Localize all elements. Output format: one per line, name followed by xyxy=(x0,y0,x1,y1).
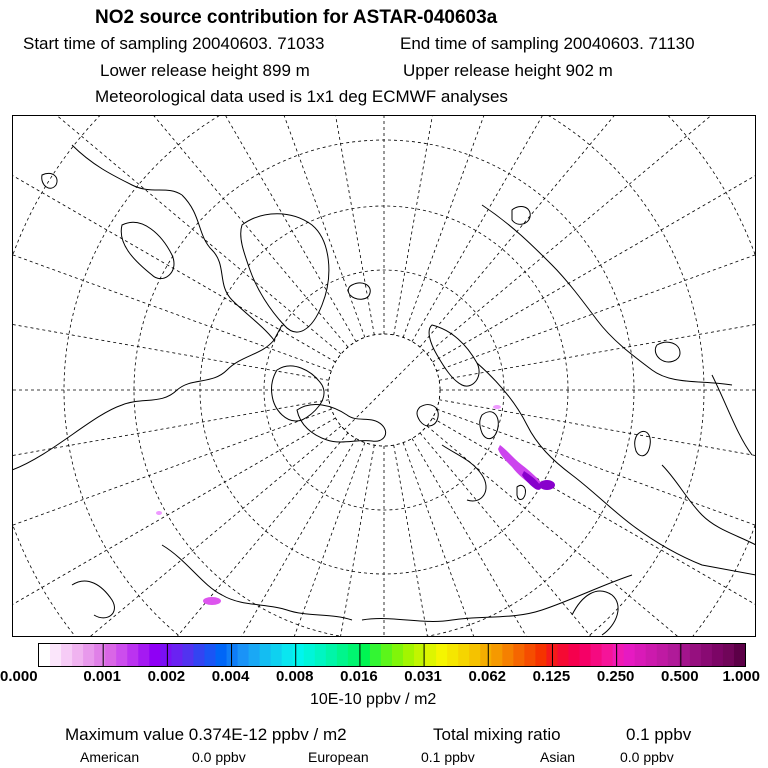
colorbar-tick-label: 0.062 xyxy=(468,668,507,685)
colorbar-swatch xyxy=(635,644,647,666)
colorbar-swatch xyxy=(260,644,272,666)
colorbar-swatch xyxy=(392,644,404,666)
max-value-label: Maximum value 0.374E-12 ppbv / m2 xyxy=(65,725,347,744)
colorbar-swatch xyxy=(690,644,702,666)
colorbar-tick-label: 0.500 xyxy=(661,668,699,685)
total-mixing-value: 0.1 ppbv xyxy=(626,725,692,744)
colorbar-swatch xyxy=(105,644,117,666)
atlantic-plume xyxy=(156,511,162,515)
colorbar-swatch xyxy=(447,644,459,666)
colorbar-swatch xyxy=(370,644,382,666)
colorbar-swatch xyxy=(458,644,470,666)
colorbar-swatch xyxy=(602,644,614,666)
colorbar-swatch xyxy=(182,644,194,666)
colorbar-swatch xyxy=(624,644,636,666)
colorbar-swatch xyxy=(326,644,338,666)
colorbar-swatch xyxy=(61,644,73,666)
colorbar-tick-label: 0.125 xyxy=(532,668,571,685)
colorbar-swatch xyxy=(591,644,603,666)
colorbar-tick-label: 0.250 xyxy=(596,668,635,685)
european-value: 0.1 ppbv xyxy=(421,749,475,765)
colorbar-swatch xyxy=(315,644,327,666)
colorbar-swatch xyxy=(171,644,183,666)
end-time-label: End time of sampling 20040603. 71130 xyxy=(400,34,695,53)
colorbar-swatch xyxy=(149,644,161,666)
colorbar-swatch xyxy=(216,644,228,666)
colorbar-swatch xyxy=(348,644,360,666)
colorbar-swatch xyxy=(569,644,581,666)
lower-height-label: Lower release height 899 m xyxy=(100,61,310,80)
colorbar-swatch xyxy=(535,644,547,666)
total-mixing-label: Total mixing ratio xyxy=(433,725,561,744)
colorbar-swatch xyxy=(469,644,481,666)
colorbar-swatch xyxy=(227,644,239,666)
colorbar-swatch xyxy=(646,644,658,666)
colorbar-swatch xyxy=(381,644,393,666)
colorbar-swatch xyxy=(557,644,569,666)
colorbar-swatch xyxy=(160,644,172,666)
colorbar-swatch xyxy=(238,644,250,666)
siberia-plume-tail xyxy=(539,480,555,490)
colorbar-swatch xyxy=(72,644,84,666)
polar-stereographic-map xyxy=(12,115,756,637)
american-label: American xyxy=(80,749,140,765)
colorbar-swatch xyxy=(723,644,735,666)
colorbar-swatch xyxy=(491,644,503,666)
european-label: European xyxy=(308,749,369,765)
colorbar-swatch xyxy=(425,644,437,666)
colorbar-swatch xyxy=(83,644,95,666)
scandinavia-plume xyxy=(493,405,501,409)
colorbar-swatch xyxy=(127,644,139,666)
colorbar-swatch xyxy=(613,644,625,666)
colorbar-swatch xyxy=(701,644,713,666)
colorbar-swatch xyxy=(293,644,305,666)
colorbar-swatch xyxy=(580,644,592,666)
colorbar-swatch xyxy=(304,644,316,666)
colorbar-swatch xyxy=(513,644,525,666)
colorbar-swatch xyxy=(436,644,448,666)
american-value: 0.0 ppbv xyxy=(192,749,246,765)
colorbar-swatch xyxy=(249,644,261,666)
colorbar-swatch xyxy=(657,644,669,666)
colorbar-swatch xyxy=(271,644,283,666)
colorbar-swatch xyxy=(94,644,106,666)
colorbar xyxy=(38,643,746,667)
upper-height-label: Upper release height 902 m xyxy=(403,61,613,80)
colorbar-swatch xyxy=(193,644,205,666)
start-time-label: Start time of sampling 20040603. 71033 xyxy=(23,34,325,53)
colorbar-tick-label: 0.002 xyxy=(147,668,186,685)
colorbar-swatch xyxy=(359,644,371,666)
colorbar-tick-label: 0.004 xyxy=(211,668,250,685)
colorbar-swatch xyxy=(138,644,150,666)
colorbar-swatch xyxy=(337,644,349,666)
colorbar-tick-label: 1.000 xyxy=(722,668,760,685)
colorbar-tick-label: 0.001 xyxy=(83,668,121,685)
plot-title: NO2 source contribution for ASTAR-040603a xyxy=(95,7,498,28)
asian-value: 0.0 ppbv xyxy=(620,749,674,765)
colorbar-swatch xyxy=(734,644,746,666)
colorbar-swatch xyxy=(502,644,514,666)
met-data-label: Meteorological data used is 1x1 deg ECMWF analyses xyxy=(95,87,508,106)
colorbar-swatch xyxy=(116,644,128,666)
colorbar-tick-label: 0.008 xyxy=(275,668,314,685)
colorbar-swatch xyxy=(668,644,680,666)
colorbar-swatch xyxy=(50,644,62,666)
colorbar-units-label: 10E-10 ppbv / m2 xyxy=(310,691,437,708)
asian-label: Asian xyxy=(540,749,576,765)
colorbar-swatch xyxy=(712,644,724,666)
colorbar-swatch xyxy=(39,644,51,666)
colorbar-tick-label: 0.031 xyxy=(404,668,442,685)
colorbar-swatch xyxy=(282,644,294,666)
colorbar-tick-label: 0.016 xyxy=(340,668,378,685)
colorbar-tick-label: 0.000 xyxy=(0,668,38,685)
colorbar-swatch xyxy=(480,644,492,666)
colorbar-swatch xyxy=(403,644,415,666)
europe-plume xyxy=(203,597,221,605)
colorbar-swatch xyxy=(524,644,536,666)
colorbar-swatch xyxy=(204,644,216,666)
